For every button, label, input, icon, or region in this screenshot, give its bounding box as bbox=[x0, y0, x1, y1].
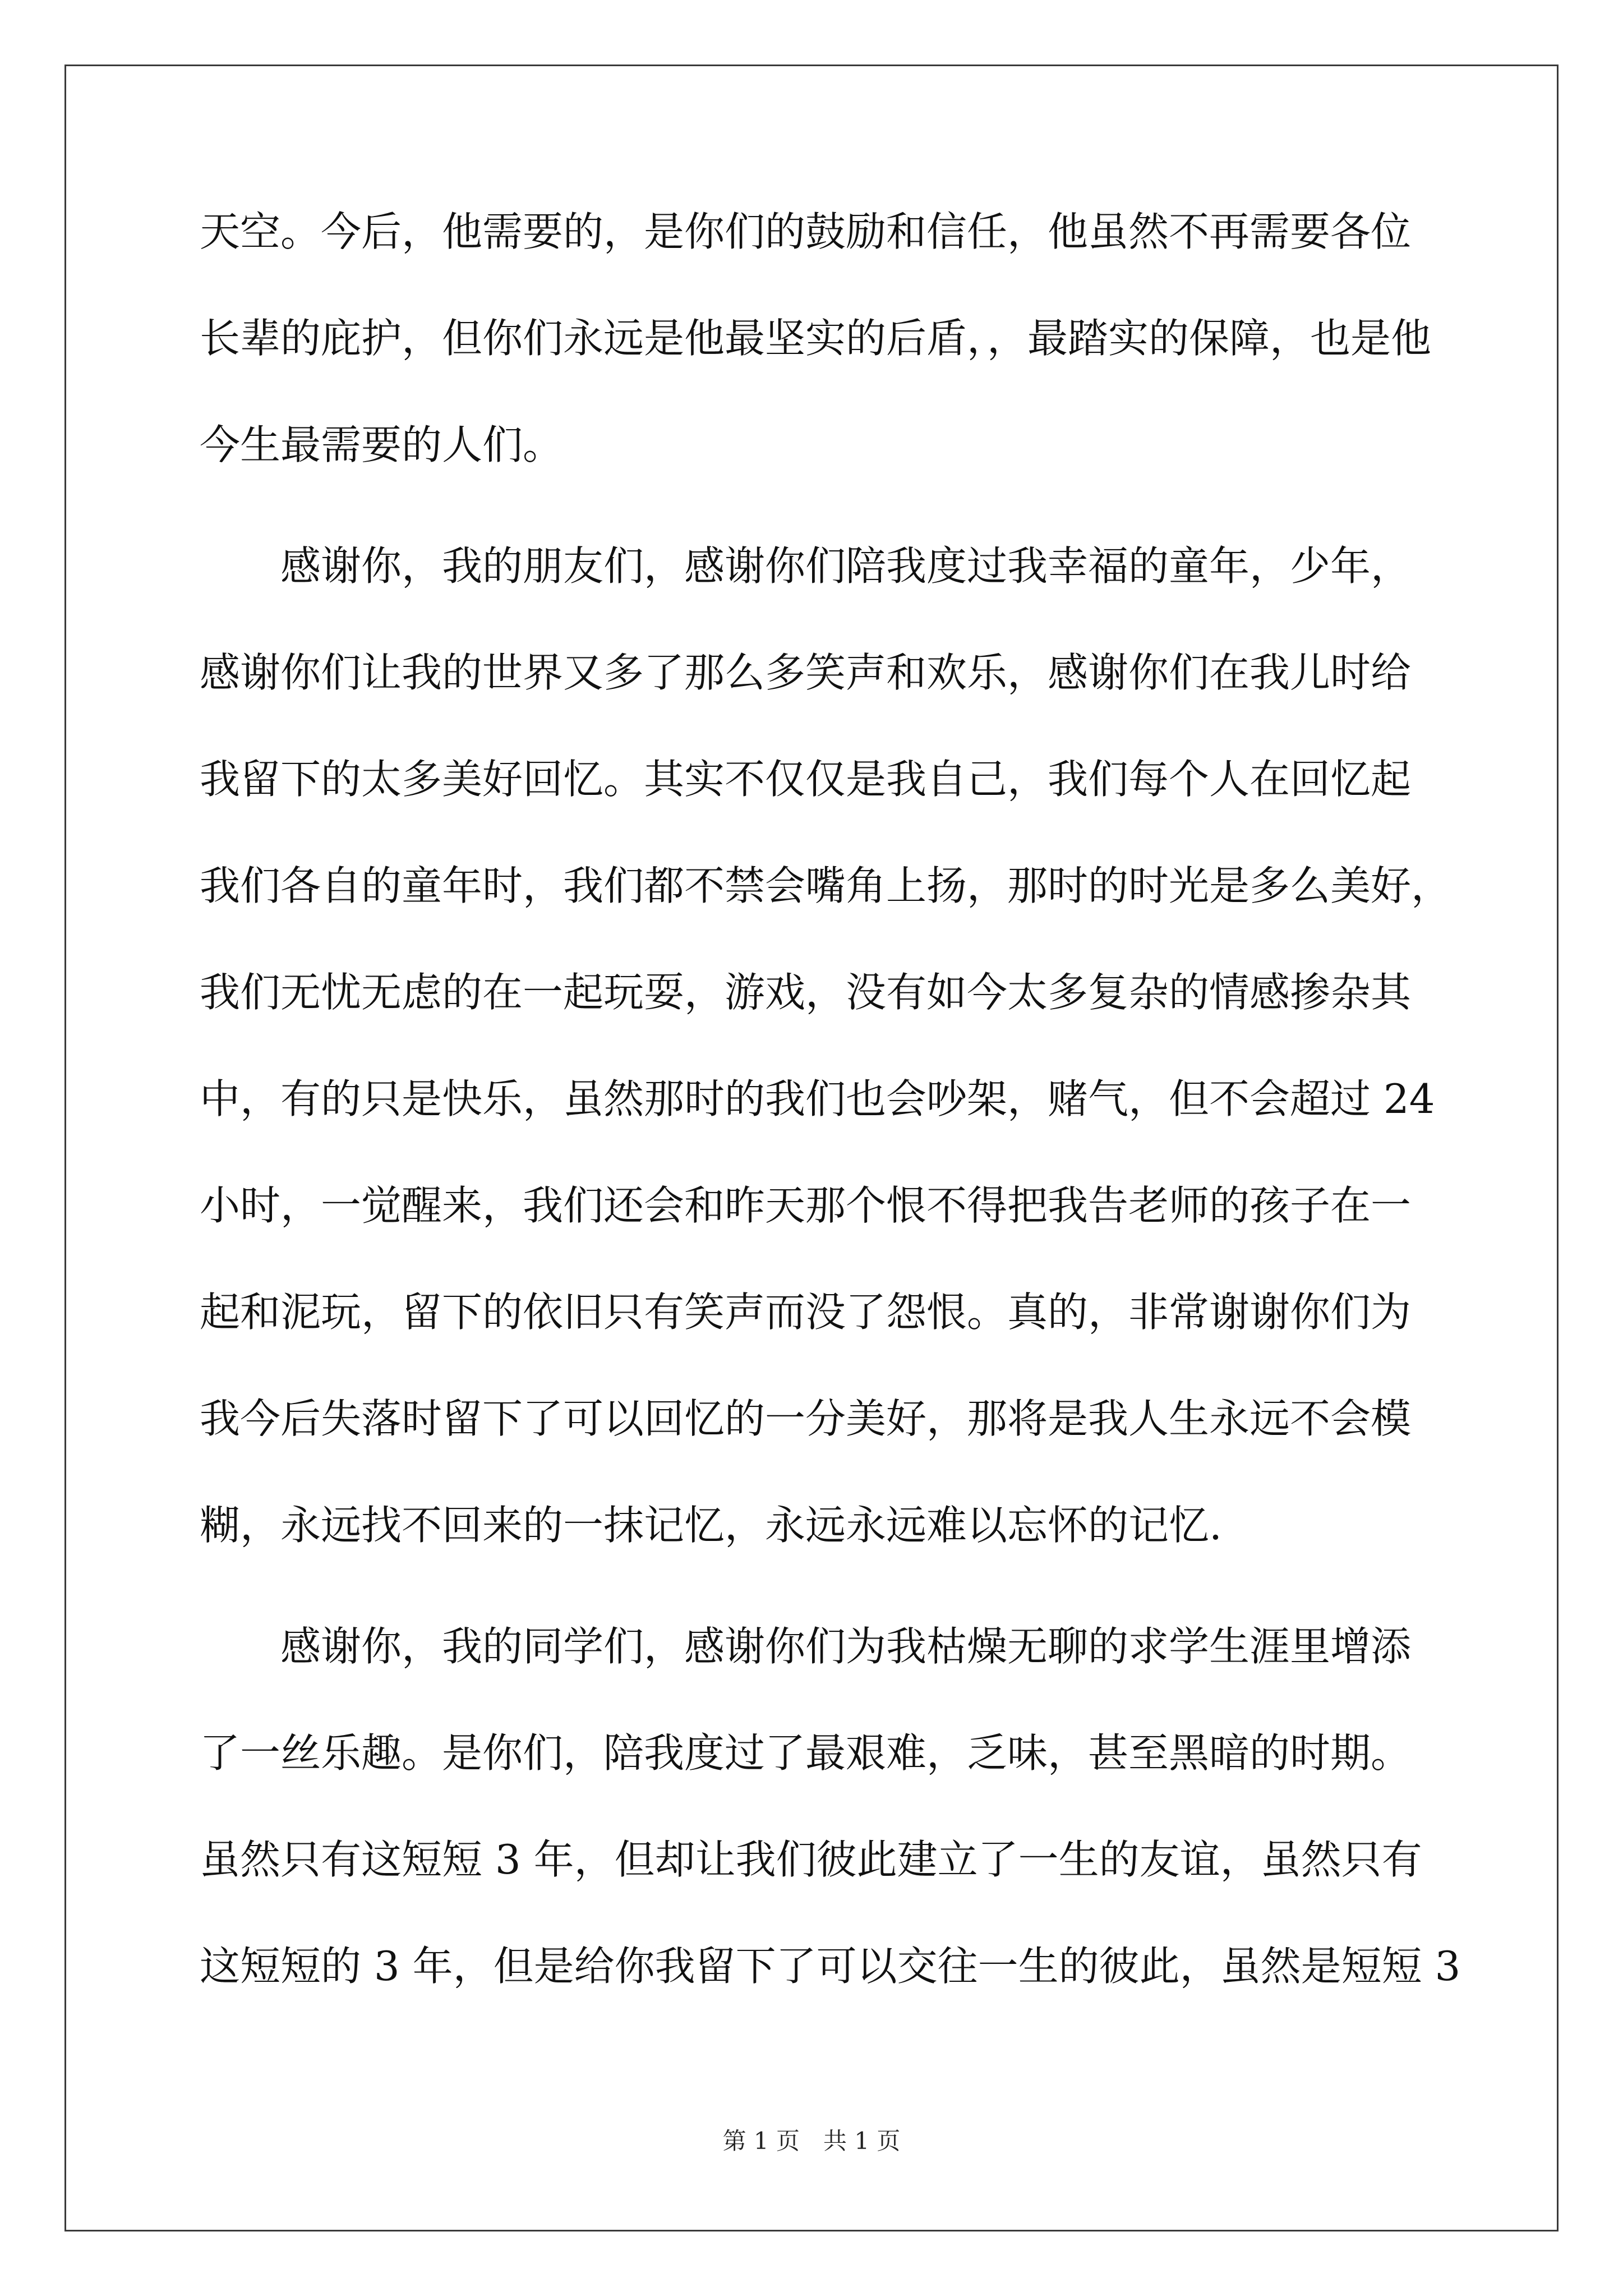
text-line: 我今后失落时留下了可以回忆的一分美好，那将是我人生永远不会模 bbox=[200, 1395, 1412, 1442]
text-line: 虽然只有这短短 3 年，但却让我们彼此建立了一生的友谊，虽然只有 bbox=[200, 1836, 1422, 1883]
text-line: 我们各自的童年时，我们都不禁会嘴角上扬，那时的时光是多么美好， bbox=[200, 862, 1452, 909]
text-line: 糊，永远找不回来的一抹记忆，永远永远难以忘怀的记忆. bbox=[200, 1502, 1222, 1549]
text-line: 感谢你，我的朋友们，感谢你们陪我度过我幸福的童年，少年， bbox=[280, 542, 1412, 590]
text-line: 这短短的 3 年，但是给你我留下了可以交往一生的彼此，虽然是短短 3 bbox=[200, 1943, 1461, 1990]
text-line: 我留下的太多美好回忆。其实不仅仅是我自己，我们每个人在回忆起 bbox=[200, 756, 1412, 803]
text-line: 小时，一觉醒来，我们还会和昨天那个恨不得把我告老师的孩子在一 bbox=[200, 1182, 1412, 1229]
paragraph-gap bbox=[200, 498, 1433, 513]
text-line: 中，有的只是快乐，虽然那时的我们也会吵架，赌气，但不会超过 24 bbox=[200, 1075, 1435, 1122]
paragraph-gap bbox=[200, 1579, 1433, 1593]
text-line: 感谢你，我的同学们，感谢你们为我枯燥无聊的求学生涯里增添 bbox=[280, 1623, 1412, 1670]
text-line: 天空。今后，他需要的，是你们的鼓励和信任，他虽然不再需要各位 bbox=[200, 208, 1412, 255]
text-line: 了一丝乐趣。是你们，陪我度过了最艰难，乏味，甚至黑暗的时期。 bbox=[200, 1729, 1412, 1777]
text-line: 起和泥玩，留下的依旧只有笑声而没了怨恨。真的，非常谢谢你们为 bbox=[200, 1289, 1412, 1336]
text-line: 今生最需要的人们。 bbox=[200, 421, 564, 468]
document-body bbox=[200, 178, 1461, 2019]
text-line: 感谢你们让我的世界又多了那么多笑声和欢乐，感谢你们在我儿时给 bbox=[200, 649, 1412, 696]
page-number-footer: 第 1 页 共 1 页 bbox=[722, 2127, 901, 2155]
text-line: 我们无忧无虑的在一起玩耍，游戏，没有如今太多复杂的情感掺杂其 bbox=[200, 969, 1412, 1016]
text-line: 长辈的庇护，但你们永远是他最坚实的后盾，，最踏实的保障，也是他 bbox=[200, 315, 1432, 362]
